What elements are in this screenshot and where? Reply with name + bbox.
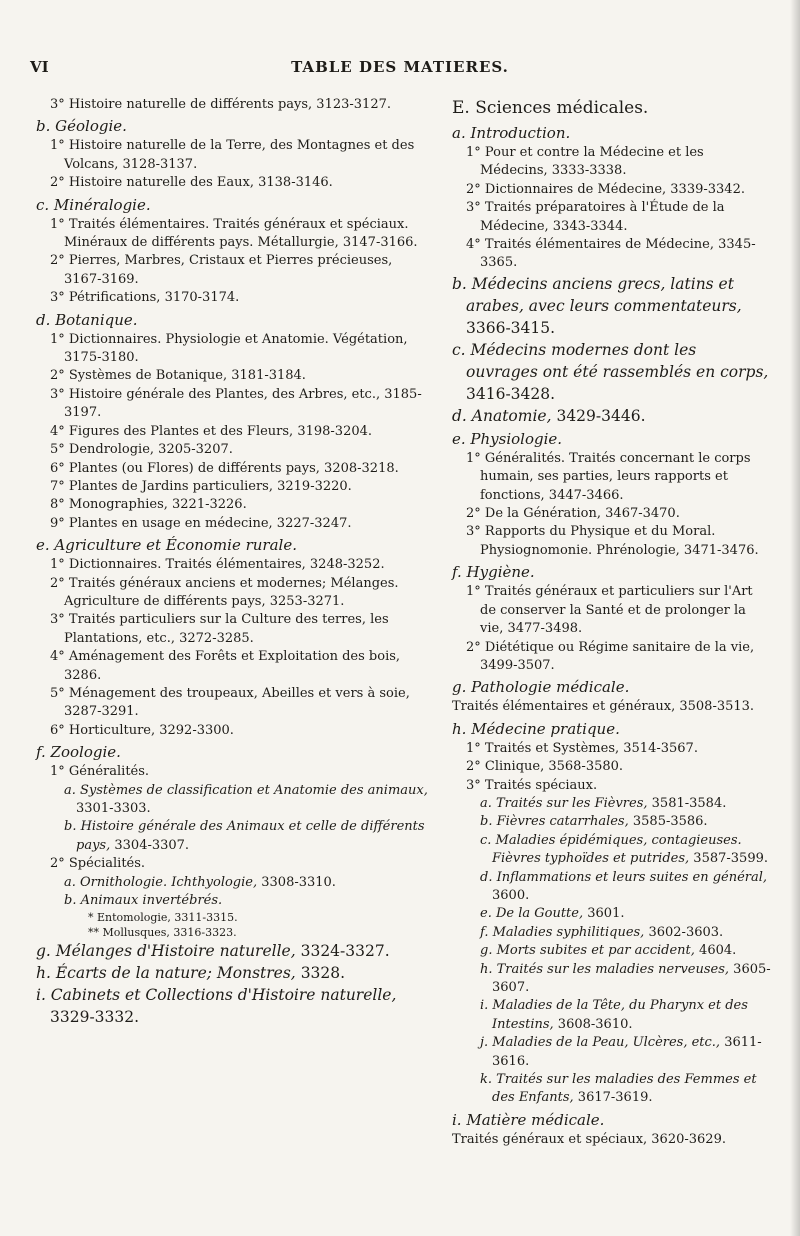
division-heading: E. Sciences médicales. [452,98,649,118]
toc-subsubentry: ** Mollusques, 3316-3323. [88,926,237,940]
entry-title: b. Histoire générale des Animaux et celle de différents pays, [64,819,425,853]
entry-ref: 3366-3415. [466,318,556,337]
entry-ref: 3605-3607. [492,961,771,995]
section-heading: f. Zoologie. [36,743,121,762]
section-heading [452,405,772,427]
toc-entry: 3° Pétrifications, 3170-3174. [50,290,240,306]
section-heading [36,940,428,962]
entry-ref: 3416-3428. [466,384,556,403]
toc-subentry [452,869,772,906]
toc-entry: 1° Généralités. Traités concernant le corps humain, ses parties, leurs rapports et fonctions, 3447-3466. [466,450,751,503]
section-heading [36,962,428,984]
entry-ref: 3581-3584. [651,795,727,811]
entry-ref: 3601. [587,906,625,922]
toc-entry: 3° Traités spéciaux. [466,777,598,793]
toc-entry: 1° Généralités. [50,764,150,780]
entry-title: k. Traités sur les maladies des Femmes et des Enfants, [480,1072,757,1106]
toc-entry: 2° Histoire naturelle des Eaux, 3138-3146. [50,175,333,191]
toc-entry: 5° Dendrologie, 3205-3207. [50,442,233,458]
section-heading: c. Minéralogie. [36,195,151,214]
page-header [0,58,800,82]
entry-ref: 4604. [699,943,737,959]
section-heading: d. Botanique. [36,310,138,329]
entry-ref: 3324-3327. [300,942,390,961]
entry-title: g. Mélanges d'Histoire naturelle, [36,942,296,961]
toc-entry: 1° Traités généraux et particuliers sur l'Art de conserver la Santé et de prolonger la vie, 3477-3498. [466,584,753,637]
toc-entry: 6° Plantes (ou Flores) de différents pays, 3208-3218. [50,460,399,476]
section-heading [36,984,428,1028]
entry-title: e. De la Goutte, [480,906,584,922]
toc-entry: 2° Dictionnaires de Médecine, 3339-3342. [466,181,745,197]
entry-ref: 3429-3446. [556,406,646,425]
entry-title: c. Maladies épidémiques, contagieuses. Fièvres typhoïdes et putrides, [480,832,742,867]
entry-ref: 3308-3310. [261,874,336,890]
toc-entry: 2° De la Génération, 3467-3470. [466,506,680,522]
toc-entry: 3° Histoire naturelle de différents pays, 3123-3127. [50,97,391,112]
section-heading [452,273,772,339]
toc-subentry [452,1071,772,1108]
left-column [36,96,428,1028]
toc-entry: 1° Dictionnaires. Traités élémentaires, 3248-3252. [50,557,385,573]
toc-entry: 2° Systèmes de Botanique, 3181-3184. [50,368,306,384]
toc-subentry [36,782,428,819]
entry-title: i. Maladies de la Tête, du Pharynx et des Intestins, [480,998,748,1032]
entry-title: j. Maladies de la Peau, Ulcères, etc., [480,1035,721,1051]
toc-subentry [452,832,772,869]
entry-title: i. Cabinets et Collections d'Histoire naturelle, [36,986,397,1005]
toc-entry: 7° Plantes de Jardins particuliers, 3219-3220. [50,478,352,494]
toc-subentry [452,942,772,960]
toc-entry: 4° Aménagement des Forêts et Exploitation des bois, 3286. [50,649,401,683]
entry-title: h. Traités sur les maladies nerveuses, [480,961,730,977]
toc-entry: 3° Traités préparatoires à l'Étude de la Médecine, 3343-3344. [466,200,725,234]
toc-entry: 1° Dictionnaires. Physiologie et Anatomie. Végétation, 3175-3180. [50,331,408,366]
toc-entry: 5° Ménagement des troupeaux, Abeilles et vers à soie, 3287-3291. [50,685,410,720]
entry-ref: 3600. [492,887,530,903]
entry-ref: 3585-3586. [632,814,708,830]
toc-entry: 8° Monographies, 3221-3226. [50,497,247,513]
entry-ref: 3617-3619. [577,1090,653,1106]
toc-entry: 1° Traités élémentaires. Traités généraux et spéciaux. Minéraux de différents pays. Métallurgie, 3147-3166. [50,216,418,251]
entry-ref: 3304-3307. [114,837,190,853]
section-heading: a. Introduction. [452,124,571,142]
toc-entry: 2° Diététique ou Régime sanitaire de la vie, 3499-3507. [466,639,755,673]
section-heading: e. Physiologie. [452,429,563,448]
toc-entry: 4° Traités élémentaires de Médecine, 3345-3365. [466,237,756,271]
toc-entry: Traités élémentaires et généraux, 3508-3513. [452,699,755,715]
page-number: VI [30,58,49,76]
section-heading: f. Hygiène. [452,563,535,582]
toc-entry: 2° Pierres, Marbres, Cristaux et Pierres précieuses, 3167-3169. [50,253,393,287]
toc-subentry [452,997,772,1034]
toc-entry: Traités généraux et spéciaux, 3620-3629. [452,1131,726,1147]
entry-ref: 3301-3303. [76,801,151,816]
toc-subentry [452,924,772,942]
toc-entry: 1° Traités et Systèmes, 3514-3567. [466,740,698,756]
toc-entry: 3° Histoire générale des Plantes, des Arbres, etc., 3185-3197. [50,386,422,421]
toc-subentry [36,818,428,855]
section-heading: g. Pathologie médicale. [452,678,630,697]
toc-subsubentry: * Entomologie, 3311-3315. [88,911,238,925]
toc-entry: 6° Horticulture, 3292-3300. [50,722,234,738]
toc-entry: 2° Clinique, 3568-3580. [466,759,624,775]
toc-subentry [452,1034,772,1071]
entry-ref: 3587-3599. [693,851,768,867]
entry-title: a. Systèmes de classification et Anatomie des animaux, [64,782,428,798]
section-heading: i. Matière médicale. [452,1110,605,1129]
toc-subentry: b. Animaux invertébrés. [64,893,223,909]
entry-title: b. Fièvres catarrhales, [480,814,629,830]
medical-subentries [452,795,772,1108]
entry-title: d. Anatomie, [452,406,552,425]
toc-entry: 2° Spécialités. [50,856,146,872]
toc-entry: 2° Traités généraux anciens et modernes; Mélanges. Agriculture de différents pays, 3253-3271. [50,575,399,609]
toc-subentry [36,874,428,892]
toc-entry: 1° Histoire naturelle de la Terre, des Montagnes et des Volcans, 3128-3137. [50,138,415,172]
toc-subentry [452,795,772,813]
toc-subentry [452,961,772,998]
running-title: TABLE DES MATIERES. [291,58,509,76]
page-edge-shadow [790,0,800,1236]
section-heading: b. Géologie. [36,117,127,136]
entry-ref: 3328. [300,964,346,983]
section-heading [452,339,772,405]
entry-ref: 3608-3610. [557,1016,633,1032]
entry-ref: 3329-3332. [50,1008,140,1027]
toc-entry: 3° Traités particuliers sur la Culture des terres, les Plantations, etc., 3272-3285. [50,612,389,646]
toc-entry: 1° Pour et contre la Médecine et les Médecins, 3333-3338. [466,145,704,179]
toc-subentry [452,905,772,923]
entry-title: g. Morts subites et par accident, [480,943,695,959]
entry-ref: 3602-3603. [648,924,724,940]
right-column [452,96,772,1149]
entry-title: a. Ornithologie. Ichthyologie, [64,874,258,890]
entry-title: b. Médecins anciens grecs, latins et arabes, avec leurs commentateurs, [452,274,742,315]
section-heading: h. Médecine pratique. [452,719,620,738]
toc-entry: 3° Rapports du Physique et du Moral. Physiognomonie. Phrénologie, 3471-3476. [466,524,759,558]
toc-entry: 9° Plantes en usage en médecine, 3227-3247. [50,515,352,531]
section-heading: e. Agriculture et Économie rurale. [36,536,297,555]
entry-title: f. Maladies syphilitiques, [480,924,645,940]
toc-entry: 4° Figures des Plantes et des Fleurs, 3198-3204. [50,423,373,439]
entry-title: c. Médecins modernes dont les ouvrages ont été rassemblés en corps, [452,340,769,381]
toc-subentry [452,813,772,831]
entry-ref: 3611-3616. [492,1035,762,1069]
entry-title: a. Traités sur les Fièvres, [480,795,648,811]
entry-title: h. Écarts de la nature; Monstres, [36,964,296,983]
entry-title: d. Inflammations et leurs suites en général, [480,869,768,885]
